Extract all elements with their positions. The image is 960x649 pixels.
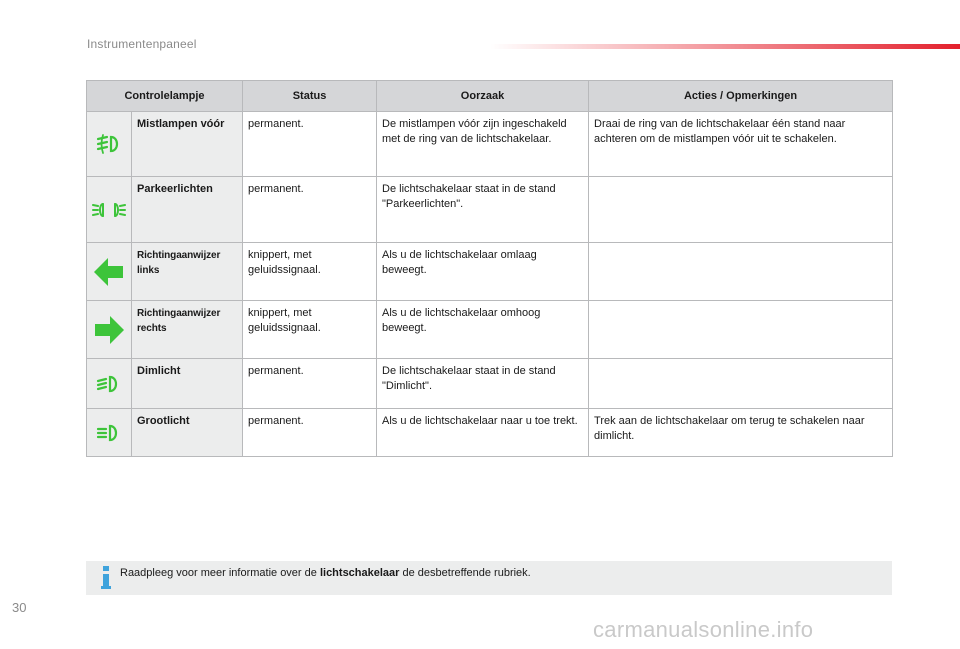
lamp-cause: Als u de lichtschakelaar naar u toe trekt.: [377, 409, 589, 457]
warning-lamps-table: [86, 80, 893, 457]
dipped-beam-icon: [96, 374, 122, 394]
front-fog-lamp-icon: [96, 133, 122, 155]
table-row: [87, 301, 893, 359]
table-row: [87, 359, 893, 409]
lamp-action: Draai de ring van de lichtschakelaar één stand naar achteren om de mistlampen vóór uit te schakelen.: [589, 112, 893, 177]
info-text-part: Raadpleeg voor meer informatie over de: [120, 567, 320, 579]
lamp-action: [589, 177, 893, 243]
lamp-action: Trek aan de lichtschakelaar om terug te schakelen naar dimlicht.: [589, 409, 893, 457]
lamp-action: [589, 359, 893, 409]
table-header-row: [87, 81, 893, 112]
lamp-action: [589, 243, 893, 301]
lamp-name: Richtingaanwijzer rechts: [132, 301, 243, 359]
header-accent-bar: [490, 44, 960, 49]
right-turn-arrow-icon: [94, 316, 124, 344]
lamp-icon-cell: [87, 243, 132, 301]
lamp-icon-cell: [87, 409, 132, 457]
lamp-cause: Als u de lichtschakelaar omlaag beweegt.: [377, 243, 589, 301]
lamp-name: Grootlicht: [132, 409, 243, 457]
main-beam-icon: [96, 423, 122, 443]
info-note: [86, 561, 892, 595]
column-header-cause: Oorzaak: [377, 81, 589, 112]
table-row: [87, 177, 893, 243]
lamp-name: Mistlampen vóór: [132, 112, 243, 177]
parking-lights-icon: [92, 200, 126, 220]
lamp-name: Parkeerlichten: [132, 177, 243, 243]
lamp-status: permanent.: [243, 359, 377, 409]
column-header-lamp: Controlelampje: [87, 81, 243, 112]
lamp-name: Richtingaanwijzer links: [132, 243, 243, 301]
lamp-status: permanent.: [243, 409, 377, 457]
info-text: [120, 566, 531, 581]
lamp-action: [589, 301, 893, 359]
info-text-bold: lichtschakelaar: [319, 567, 400, 579]
table-row: [87, 409, 893, 457]
column-header-actions: Acties / Opmerkingen: [589, 81, 893, 112]
section-title: Instrumentenpaneel: [87, 37, 197, 51]
table-row: [87, 112, 893, 177]
lamp-status: permanent.: [243, 177, 377, 243]
lamp-cause: De lichtschakelaar staat in de stand "Parkeerlichten".: [377, 177, 589, 243]
column-header-status: Status: [243, 81, 377, 112]
lamp-cause: De mistlampen vóór zijn ingeschakeld met de ring van de lichtschakelaar.: [377, 112, 589, 177]
lamp-status: knippert, met geluidssignaal.: [243, 301, 377, 359]
lamp-icon-cell: [87, 359, 132, 409]
lamp-cause: De lichtschakelaar staat in de stand "Dimlicht".: [377, 359, 589, 409]
lamp-status: knippert, met geluidssignaal.: [243, 243, 377, 301]
watermark: carmanualsonline.info: [593, 617, 814, 642]
lamp-icon-cell: [87, 112, 132, 177]
lamp-icon-cell: [87, 301, 132, 359]
lamp-cause: Als u de lichtschakelaar omhoog beweegt.: [377, 301, 589, 359]
page-number: 30: [12, 600, 27, 615]
left-turn-arrow-icon: [94, 258, 124, 286]
lamp-icon-cell: [87, 177, 132, 243]
table-row: [87, 243, 893, 301]
info-icon: [98, 565, 114, 591]
info-text-part: de desbetreffende rubriek.: [399, 567, 531, 579]
lamp-status: permanent.: [243, 112, 377, 177]
lamp-name: Dimlicht: [132, 359, 243, 409]
